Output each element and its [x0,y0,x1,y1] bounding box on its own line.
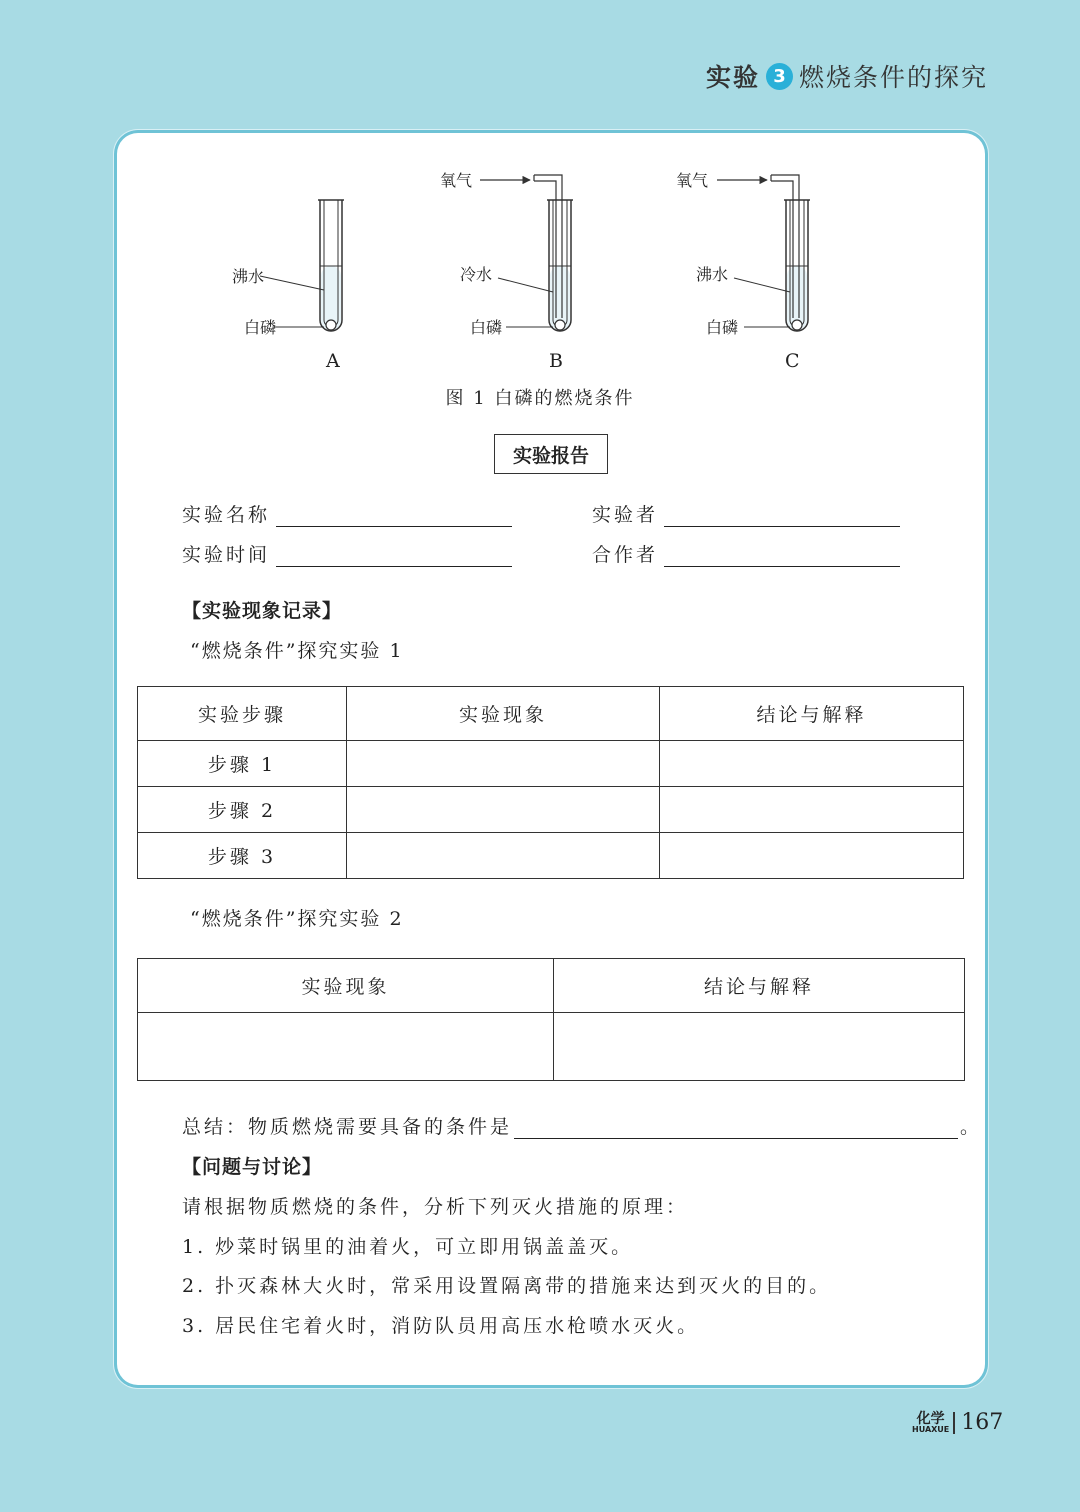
discussion-item-1: 1. 炒菜时锅里的油着火，可立即用锅盖盖灭。 [182,1236,634,1258]
field-experiment-time [182,540,512,567]
experiment-1-subtitle: “燃烧条件”探究实验 1 [190,640,404,662]
field-experiment-time-input[interactable] [276,546,512,567]
table1-cell-phenomenon[interactable] [347,787,660,833]
table1-cell-conclusion[interactable] [660,787,964,833]
field-partner-input[interactable] [664,546,900,567]
header-label: 实验 [705,63,760,92]
field-experimenter-label: 实验者 [592,504,659,526]
table-row [138,741,964,787]
tube-b-oxygen-label: 氧气 [440,171,473,190]
report-title: 实验报告 [494,434,608,474]
page-number: 167 [961,1410,1004,1435]
tube-a-water-label: 沸水 [232,267,265,286]
subject-logo [912,1412,955,1434]
table1-header-steps: 实验步骤 [138,687,347,741]
tube-a-letter: A [326,350,340,372]
discussion-section-title: 【问题与讨论】 [182,1156,323,1178]
discussion-intro: 请根据物质燃烧的条件，分析下列灭火措施的原理： [182,1196,689,1218]
field-experiment-time-label: 实验时间 [182,544,271,566]
experiment-number-badge: 3 [766,63,793,90]
tube-c-letter: C [785,350,800,372]
experiment-2-subtitle: “燃烧条件”探究实验 2 [190,908,404,930]
table1-cell-phenomenon[interactable] [347,741,660,787]
field-experiment-name-input[interactable] [276,506,512,527]
summary [182,1112,982,1139]
chapter-header [706,58,988,94]
experiment-1-table [137,686,964,879]
summary-input[interactable] [514,1118,958,1139]
table1-header-conclusion: 结论与解释 [660,687,964,741]
tube-b-letter: B [549,350,563,372]
tube-a-phosphorus-label: 白磷 [244,318,277,337]
discussion-item-2: 2. 扑灭森林大火时，常采用设置隔离带的措施来达到灭火的目的。 [182,1275,832,1297]
field-partner-label: 合作者 [592,544,659,566]
table-row [138,787,964,833]
summary-prefix: 总结：物质燃烧需要具备的条件是 [182,1116,513,1138]
discussion-item-3: 3. 居民住宅着火时，消防队员用高压水枪喷水灭火。 [182,1315,700,1337]
header-title: 燃烧条件的探究 [798,63,988,92]
tube-a [260,200,344,331]
field-partner [592,540,900,567]
table-row [138,1013,965,1081]
field-experimenter-input[interactable] [664,506,900,527]
records-section-title: 【实验现象记录】 [182,600,343,622]
subject-cn: 化学 [916,1410,945,1427]
table1-header-phenomenon: 实验现象 [347,687,660,741]
subject-pinyin: HUAXUE [912,1424,950,1434]
tube-b-water-label: 冷水 [460,265,493,284]
experiment-2-table [137,958,965,1081]
table1-step-1: 步骤 1 [138,741,347,787]
table1-cell-phenomenon[interactable] [347,833,660,879]
tube-b [480,175,573,331]
table-row [138,833,964,879]
table1-step-2: 步骤 2 [138,787,347,833]
page-footer [912,1410,1003,1435]
table2-cell-conclusion[interactable] [554,1013,965,1081]
test-tube-figure [114,130,988,390]
field-experiment-name [182,500,512,527]
tube-c [717,175,810,331]
table1-cell-conclusion[interactable] [660,741,964,787]
tube-c-phosphorus-label: 白磷 [706,318,739,337]
tube-b-phosphorus-label: 白磷 [470,318,503,337]
tube-c-oxygen-label: 氧气 [676,171,709,190]
summary-suffix: 。 [960,1116,983,1138]
tube-c-water-label: 沸水 [696,265,729,284]
table1-step-3: 步骤 3 [138,833,347,879]
table1-cell-conclusion[interactable] [660,833,964,879]
field-experimenter [592,500,900,527]
table2-header-phenomenon: 实验现象 [138,959,554,1013]
field-experiment-name-label: 实验名称 [182,504,271,526]
table2-header-conclusion: 结论与解释 [554,959,965,1013]
table2-cell-phenomenon[interactable] [138,1013,554,1081]
figure-caption: 图 1 白磷的燃烧条件 [445,388,635,409]
